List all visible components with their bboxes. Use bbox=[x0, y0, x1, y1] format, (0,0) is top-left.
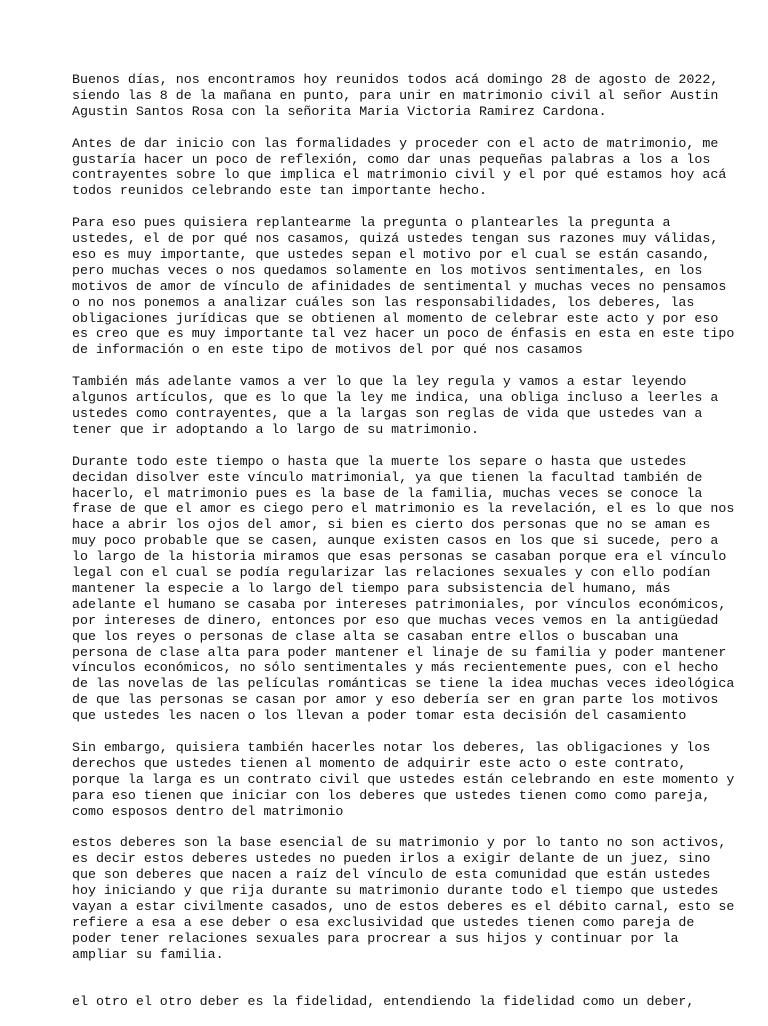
text-line: Para eso pues quisiera replantearme la pregunta o plantearles la pregunta a bbox=[72, 215, 671, 231]
text-line: todos reunidos celebrando este tan importante hecho. bbox=[72, 183, 487, 199]
text-line: Durante todo este tiempo o hasta que la muerte los separe o hasta que ustedes bbox=[72, 453, 687, 469]
paragraph-history bbox=[72, 453, 735, 724]
text-line: ustedes como contrayentes, que a la largas son reglas de vida que ustedes van a bbox=[72, 405, 703, 421]
text-line: hace a abrir los ojos del amor, si bien es cierto dos personas que no se aman es bbox=[72, 517, 711, 533]
text-line: Agustin Santos Rosa con la señorita Maria Victoria Ramirez Cardona. bbox=[72, 103, 607, 119]
document-body bbox=[72, 72, 735, 1026]
text-line: que los reyes o personas de clase alta se casaban entre ellos o buscaban una bbox=[72, 628, 679, 644]
paragraph-law-articles bbox=[72, 374, 732, 438]
text-line: Sin embargo, quisiera también hacerles notar los deberes, las obligaciones y los bbox=[72, 739, 711, 755]
paragraph-duties-detail bbox=[72, 835, 735, 962]
text-line: que ustedes les nacen o los llevan a poder tomar esta decisión del casamiento bbox=[72, 708, 687, 724]
text-line: algunos artículos, que es lo que la ley me indica, una obliga incluso a leerles a bbox=[72, 390, 719, 406]
text-line: contrayentes sobre lo que implica el matrimonio civil y el por qué estamos hoy acá bbox=[72, 167, 727, 183]
text-line: adelante el humano se casaba por intereses patrimoniales, por vínculos económicos, bbox=[72, 596, 727, 612]
text-line: Buenos días, nos encontramos hoy reunidos todos acá domingo 28 de agosto de 2022, bbox=[72, 72, 719, 87]
text-line: muy poco probable que se casen, aunque existen casos en los que si sucede, pero a bbox=[72, 533, 719, 549]
text-line: o no nos ponemos a analizar cuáles son las responsabilidades, los deberes, las bbox=[72, 294, 695, 310]
text-line: porque la larga es un contrato civil que ustedes están celebrando en este momento y bbox=[72, 771, 735, 787]
text-line: gustaría hacer un poco de reflexión, como dar unas pequeñas palabras a los a los bbox=[72, 151, 711, 167]
text-line: como esposos dentro del matrimonio bbox=[72, 803, 344, 819]
text-line: lo largo de la historia miramos que esas personas se casaban porque era el vínculo bbox=[72, 549, 727, 565]
text-line: pero muchas veces o nos quedamos solamente en los motivos sentimentales, en los bbox=[72, 262, 703, 278]
text-line: eso es muy importante, que ustedes sepan el motivo por el cual se están casando, bbox=[72, 246, 711, 262]
text-line: que son deberes que nacen a raíz del vínculo de esta comunidad que están ustedes bbox=[72, 867, 711, 883]
paragraph-duties-intro bbox=[72, 739, 735, 820]
text-line: es creo que es muy importante tal vez hacer un poco de énfasis en esta en este tipo bbox=[72, 326, 735, 342]
text-line: el otro el otro deber es la fidelidad, entendiendo la fidelidad como un deber, bbox=[72, 994, 695, 1010]
text-line: ustedes, el de por qué nos casamos, quizá ustedes tengan sus razones muy válidas, bbox=[72, 231, 719, 247]
text-line: legal con el cual se podía regularizar las relaciones sexuales y con ello podían bbox=[72, 565, 711, 581]
text-line: Antes de dar inicio con las formalidades y proceder con el acto de matrimonio, me bbox=[72, 135, 719, 151]
text-line: para eso tienen que iniciar con los deberes que ustedes tienen como como pareja, bbox=[72, 787, 711, 803]
paragraph-fidelity bbox=[72, 994, 732, 1010]
text-line: motivos de amor de vínculo de afinidades de sentimental y muchas veces no pensamos bbox=[72, 278, 727, 294]
text-line: También más adelante vamos a ver lo que la ley regula y vamos a estar leyendo bbox=[72, 374, 687, 390]
text-line: por intereses de dinero, entonces por eso que muchas veces vemos en la antigüedad bbox=[72, 612, 719, 628]
text-line: decidan disolver este vínculo matrimonial, ya que tienen la facultad también de bbox=[72, 469, 703, 485]
paragraph-opening bbox=[72, 72, 732, 120]
text-line: vayan a estar civilmente casados, uno de estos deberes es el débito carnal, esto se bbox=[72, 899, 735, 915]
text-line: mantener la especie a lo largo del tiempo para subsistencia del humano, más bbox=[72, 580, 671, 596]
text-line: frase de que el amor es ciego pero el matrimonio es la revelación, el es lo que nos bbox=[72, 501, 735, 517]
text-line: derechos que ustedes tienen al momento de adquirir este acto o este contrato, bbox=[72, 755, 687, 771]
text-line: obligaciones jurídicas que se obtienen al momento de celebrar este acto y por eso bbox=[72, 310, 719, 326]
text-line: de información o en este tipo de motivos del por qué nos casamos bbox=[72, 342, 583, 358]
text-line: es decir estos deberes ustedes no pueden irlos a exigir delante de un juez, sino bbox=[72, 851, 711, 867]
text-line: hacerlo, el matrimonio pues es la base de la familia, muchas veces se conoce la bbox=[72, 485, 703, 501]
paragraph-why-marry bbox=[72, 215, 735, 358]
text-line: estos deberes son la base esencial de su matrimonio y por lo tanto no son activos, bbox=[72, 835, 727, 851]
text-line: vínculos económicos, no sólo sentimentales y más recientemente pues, con el hecho bbox=[72, 660, 719, 676]
text-line: de las novelas de las películas románticas se tiene la idea muchas veces ideológica bbox=[72, 676, 735, 692]
text-line: ampliar su familia. bbox=[72, 946, 224, 962]
text-line: siendo las 8 de la mañana en punto, para unir en matrimonio civil al señor Austin bbox=[72, 87, 719, 103]
text-line: persona de clase alta para poder mantener el linaje de su familia y poder mantener bbox=[72, 644, 727, 660]
text-line: tener que ir adoptando a lo largo de su matrimonio. bbox=[72, 421, 479, 437]
paragraph-reflection bbox=[72, 136, 732, 200]
text-line: hoy iniciando y que rija durante su matrimonio durante todo el tiempo que ustedes bbox=[72, 883, 719, 899]
text-line: de que las personas se casan por amor y eso debería ser en gran parte los motivos bbox=[72, 692, 719, 708]
text-line: refiere a esa a ese deber o esa exclusividad que ustedes tienen como pareja de bbox=[72, 914, 695, 930]
text-line: poder tener relaciones sexuales para procrear a sus hijos y continuar por la bbox=[72, 930, 679, 946]
